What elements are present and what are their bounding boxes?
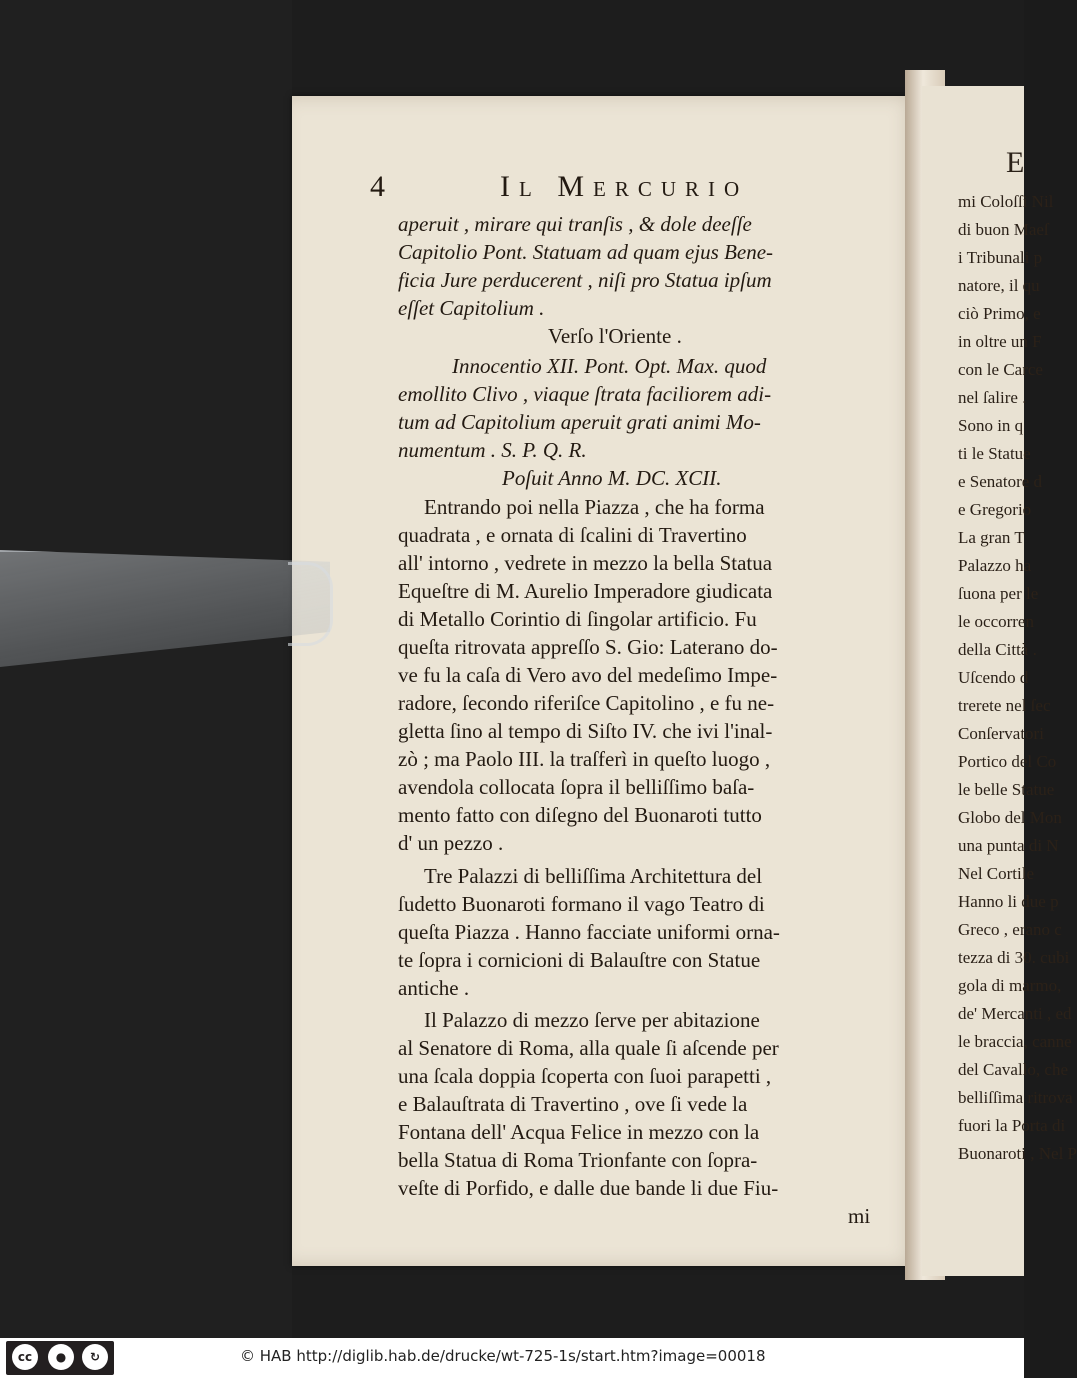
facing-line: Buonaroti , Nel P	[958, 1144, 1077, 1163]
text-line: Equeſtre di M. Aurelio Imperadore giudicata	[398, 579, 773, 603]
facing-line: della Città .	[958, 640, 1037, 659]
text-line: di Metallo Corintio di ſingolar artificio. Fu	[398, 607, 757, 631]
text-line: ve fu la caſa di Vero avo del medeſimo Impe-	[398, 663, 778, 687]
text-line: Capitolio Pont. Statuam ad quam ejus Bene-	[398, 240, 774, 264]
facing-line: Conſervatori	[958, 724, 1044, 743]
running-head-title: Il Mercurio	[500, 170, 749, 203]
facing-line: Hanno li due p	[958, 892, 1059, 911]
text-line: all' intorno , vedrete in mezzo la bella Statua	[398, 551, 773, 575]
cc-icon: cc	[12, 1344, 38, 1370]
text-line: mento fatto con diſegno del Buonaroti tutto	[398, 803, 762, 827]
facing-line: trerete nel ſec	[958, 696, 1051, 715]
text-line: ficia Jure perducerent , niſi pro Statua ipſum	[398, 268, 772, 292]
facing-line: Palazzo ha	[958, 556, 1032, 575]
text-line: una ſcala doppia ſcoperta con ſuoi parapetti ,	[398, 1064, 772, 1088]
facing-line: ciò Primo, e	[958, 304, 1041, 323]
facing-line: una punta di N	[958, 836, 1059, 855]
catchword: mi	[848, 1204, 871, 1228]
text-line: radore, ſecondo riferiſce Capitolino , e fu ne-	[398, 691, 775, 715]
text-line: queſta Piazza . Hanno facciate uniformi orna-	[398, 920, 780, 944]
text-line: antiche .	[398, 976, 470, 1000]
facing-line: Nel Cortile	[958, 864, 1035, 883]
text-line: veſte di Porfido, e dalle due bande li due Fiu-	[398, 1176, 779, 1200]
by-icon: ●	[48, 1344, 74, 1370]
running-head	[370, 170, 840, 210]
facing-line: Globo del Mon	[958, 808, 1062, 827]
facing-line: fuori la Porta di	[958, 1116, 1066, 1135]
facing-line: E	[1006, 146, 1025, 179]
facing-line: le occorren	[958, 612, 1034, 631]
facing-line: mi Coloſſi Nil	[958, 192, 1054, 211]
footer-credit[interactable]: © HAB http://diglib.hab.de/drucke/wt-725-1s/start.htm?image=00018	[240, 1347, 766, 1365]
text-line: e Balauſtrata di Travertino , ove ſi vede la	[398, 1092, 748, 1116]
facing-line: natore, il qu	[958, 276, 1040, 295]
facing-line: in oltre un F	[958, 332, 1042, 351]
page-holder-tip	[288, 562, 333, 646]
text-line: aperuit , mirare qui tranſis , & dole deeſſe	[398, 212, 752, 236]
facing-line: ti le Statue	[958, 444, 1031, 463]
text-line: quadrata , e ornata di ſcalini di Travertino	[398, 523, 747, 547]
facing-line: e Senatore d	[958, 472, 1043, 491]
facing-line: Sono in q	[958, 416, 1024, 435]
text-line: Il Palazzo di mezzo ſerve per abitazione	[424, 1008, 760, 1032]
backdrop	[0, 0, 292, 1338]
text-line: gletta ſino al tempo di Siſto IV. che ivi l'inal-	[398, 719, 773, 743]
facing-line: Greco , erano c	[958, 920, 1062, 939]
facing-line: tezza di 30. cubi	[958, 948, 1070, 967]
text-line: queſta ritrovata appreſſo S. Gio: Laterano do-	[398, 635, 778, 659]
facing-line: gola di marmo,	[958, 976, 1062, 995]
facing-line: del Cavallo, che	[958, 1060, 1068, 1079]
facing-line: de' Mercanti , ed	[958, 1004, 1072, 1023]
text-line: tum ad Capitolium aperuit grati animi Mo-	[398, 410, 761, 434]
text-line: Verſo l'Oriente .	[548, 324, 682, 348]
facing-line: nel ſalire .	[958, 388, 1027, 407]
facing-line: Portico del Co	[958, 752, 1057, 771]
text-line: bella Statua di Roma Trionfante con ſopra-	[398, 1148, 758, 1172]
facing-line: con le Carce	[958, 360, 1043, 379]
facing-line: le belle Statue	[958, 780, 1055, 799]
book-page-right	[922, 86, 1077, 1276]
facing-line: di buon Maeſ	[958, 220, 1049, 239]
text-line: al Senatore di Roma, alla quale ſi aſcende per	[398, 1036, 779, 1060]
facing-line: e Gregorio	[958, 500, 1032, 519]
facing-line: La gran T	[958, 528, 1025, 547]
text-line: emollito Clivo , viaque ſtrata faciliorem adi-	[398, 382, 772, 406]
facing-line: ſuona per le	[958, 584, 1039, 603]
text-line: Tre Palazzi di belliſſima Architettura del	[424, 864, 763, 888]
page-number: 4	[370, 170, 385, 203]
text-line: Innocentio XII. Pont. Opt. Max. quod	[452, 354, 767, 378]
text-line: Poſuit Anno M. DC. XCII.	[502, 466, 722, 490]
facing-line: Uſcendo d	[958, 668, 1029, 687]
text-line: Entrando poi nella Piazza , che ha forma	[424, 495, 765, 519]
text-line: Fontana dell' Acqua Felice in mezzo con la	[398, 1120, 760, 1144]
text-line: avendola collocata ſopra il belliſſimo baſa-	[398, 775, 755, 799]
footer-bar	[0, 1338, 1024, 1378]
cc-license-badge[interactable]	[6, 1341, 114, 1375]
text-line: te ſopra i cornicioni di Balauſtre con Statue	[398, 948, 761, 972]
facing-line: i Tribunali p	[958, 248, 1043, 267]
facing-line: belliſſima ritrova	[958, 1088, 1073, 1107]
text-line: eſſet Capitolium .	[398, 296, 545, 320]
text-line: d' un pezzo .	[398, 831, 504, 855]
sa-icon: ↻	[82, 1344, 108, 1370]
text-line: ſudetto Buonaroti formano il vago Teatro di	[398, 892, 765, 916]
text-line: numentum . S. P. Q. R.	[398, 438, 587, 462]
text-line: zò ; ma Paolo III. la traſferì in queſto luogo ,	[398, 747, 771, 771]
facing-line: le braccia, canne	[958, 1032, 1072, 1051]
